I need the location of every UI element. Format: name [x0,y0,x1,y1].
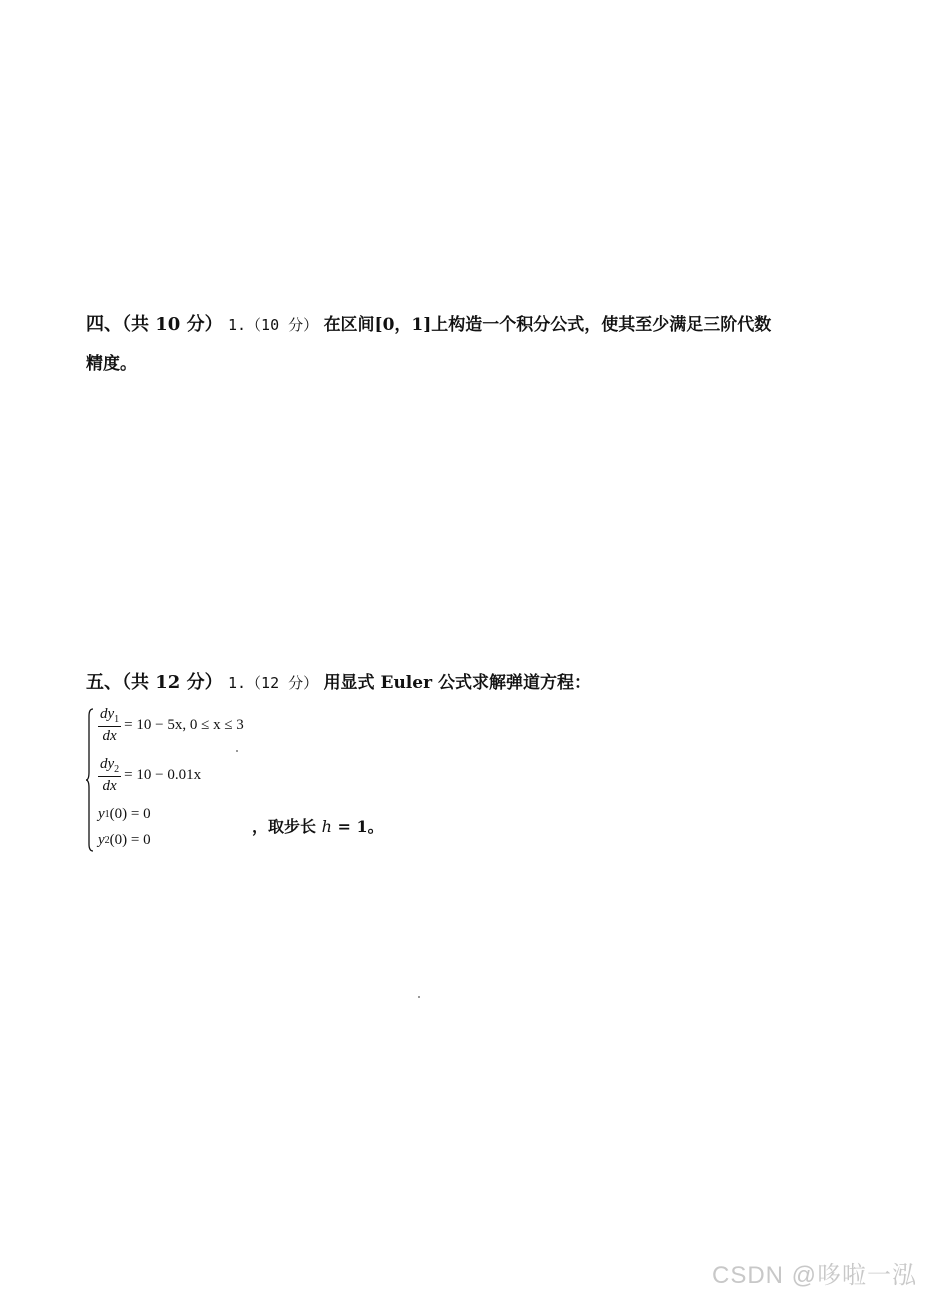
derivative-dy1-dx [98,706,121,745]
eq1-numerator: dy [100,706,115,722]
eq4-y: y [98,832,105,848]
question-4-text: 在区间[0，1]上构造一个积分公式，使其至少满足三阶代数 [323,315,772,335]
derivative-dy2-dx [98,756,121,795]
step-suffix: = 1。 [331,817,384,836]
question-5-text: 用显式 Euler 公式求解弹道方程： [323,673,591,693]
question-5 [86,668,806,694]
eq4-subscript: 2 [104,835,110,846]
question-4-line-1 [86,310,806,336]
eq2-subscript: 2 [114,764,120,775]
eq1-denominator: dx [102,728,117,744]
question-5-heading: 五、（共 12 分） [86,672,223,693]
eq1-rhs: = 10 − 5x, 0 ≤ x ≤ 3 [124,717,244,733]
question-4 [86,310,806,374]
eq4-rhs: (0) = 0 [109,832,151,848]
watermark: CSDN @哆啦一泓 [712,1262,918,1289]
equation-2 [98,756,201,795]
question-4-heading: 四、（共 10 分） [86,314,223,335]
eq3-subscript: 1 [104,809,110,820]
scan-speck [418,996,420,998]
left-brace [86,708,94,852]
question-4-line-2: 精度。 [86,354,137,374]
eq2-denominator: dx [102,778,117,794]
step-h: h [321,817,332,836]
step-prefix: ，取步长 [252,817,322,836]
equation-4 [98,832,151,849]
question-4-number: 1.（10 分） [228,316,319,334]
equation-1 [98,706,244,745]
eq2-rhs: = 10 − 0.01x [124,767,202,783]
eq1-subscript: 1 [114,714,120,725]
step-size-text [252,814,384,837]
question-5-number: 1.（12 分） [228,674,319,692]
eq2-numerator: dy [100,756,115,772]
equation-3 [98,806,151,823]
scan-speck [236,750,238,752]
eq3-rhs: (0) = 0 [109,806,151,822]
eq3-y: y [98,806,105,822]
